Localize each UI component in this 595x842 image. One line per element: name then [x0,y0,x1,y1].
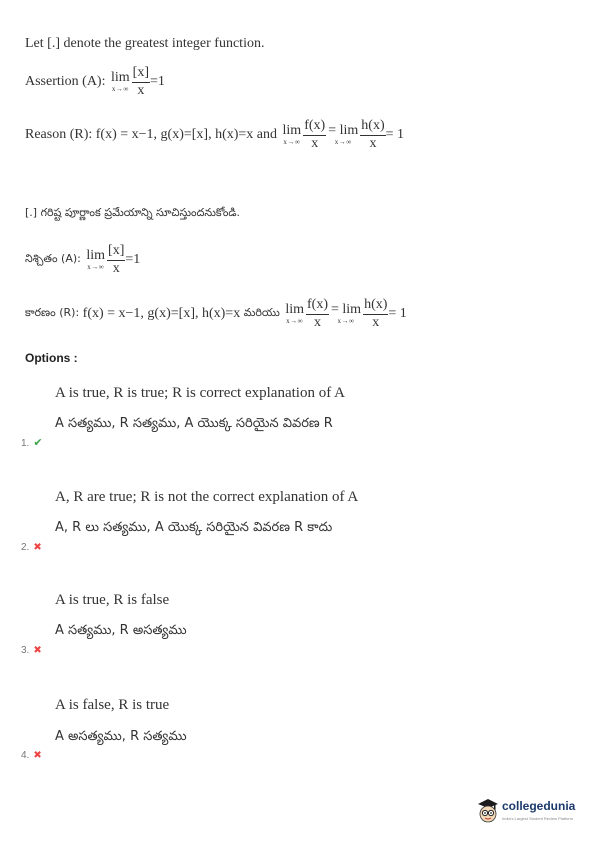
option-2-number: 2. [21,542,30,553]
fraction: $\frac{[x]}{x}$ [108,243,125,276]
reason-functions: f(x) = x−1, g(x)=[x], h(x)=x and [95,127,278,143]
collegedunia-logo[interactable] [476,796,586,830]
option-2-text-te: A, R లు సత్యము, A యొక్క సరియైన వివరణ R కాదు [55,520,333,535]
option-4-number: 4. [21,750,30,761]
reason-functions-te: f(x) = x−1, g(x)=[x], h(x)=x [82,306,241,322]
option-3-text-en: A is true, R is false [55,592,170,608]
assertion-te: నిశ్చితం (A): lim x→∞ $\frac{[x]}{x}$ =1 [25,243,141,276]
reason-te: కారణం (R): f(x) = x−1, g(x)=[x], h(x)=x మరియు lim x→∞ $\frac{f(x)}{x}$ = lim x→∞ $\frac{h(x)}{x}$ = 1 [25,297,407,330]
assertion-label-te: నిశ్చితం (A): [25,252,81,266]
option-1-text-en: A is true, R is true; R is correct explanation of A [55,385,345,401]
fraction: $\frac{f(x)}{x}$ [307,297,328,330]
cross-icon: ✖ [33,542,42,553]
option-4-marker[interactable] [21,745,42,763]
logo-wordmark: collegedunia [502,799,576,813]
limit: lim x→∞ [86,248,106,272]
limit: = lim x→∞ [328,123,359,147]
fraction: $\frac{h(x)}{x}$ [364,297,388,330]
assertion-en: Assertion (A): lim x→∞ $\frac{[x]}{x}$ =1 [25,65,165,98]
option-1-marker[interactable] [21,433,43,451]
limit: lim x→∞ [282,123,302,147]
cross-icon: ✖ [33,750,42,761]
reason-label: Reason (R): [25,127,93,143]
mascot-icon [476,796,500,826]
option-3-text-te: A సత్యము, R అసత్యము [55,623,187,638]
option-2-marker[interactable] [21,537,42,555]
reason-label-te: కారణం (R): [25,306,80,320]
option-3-number: 3. [21,645,30,656]
fraction: $\frac{f(x)}{x}$ [304,118,326,151]
fraction: $\frac{[x]}{x}$ [132,65,149,98]
question-intro-te: [.] గరిష్ట పూర్ణాంక ప్రమేయాన్ని సూచిస్తుందనుకోండి. [25,206,241,219]
option-1-number: 1. [21,438,30,449]
option-1-text-te: A సత్యము, R సత్యము, A యొక్క సరియైన వివరణ R [55,416,333,431]
option-2-text-en: A, R are true; R is not the correct explanation of A [55,489,359,505]
cross-icon: ✖ [33,645,42,656]
option-4-text-en: A is false, R is true [55,697,170,713]
fraction: $\frac{h(x)}{x}$ [361,118,385,151]
question-intro-en: Let [.] denote the greatest integer function. [25,36,265,51]
assertion-label: Assertion (A): [25,74,106,90]
option-3-marker[interactable] [21,640,42,658]
options-heading: Options : [25,351,78,365]
check-icon: ✔ [33,437,43,449]
limit: lim x→∞ [285,302,304,326]
and-te: మరియు [243,306,280,320]
limit: = lim x→∞ [331,302,362,326]
limit: lim x→∞ [111,70,130,94]
reason-en: Reason (R): f(x) = x−1, g(x)=[x], h(x)=x and lim x→∞ $\frac{f(x)}{x}$ = lim x→∞ $\frac{h(x)}{x}$ = 1 [25,118,405,151]
option-4-text-te: A అసత్యము, R సత్యము [55,729,187,744]
logo-tagline: India's Largest Student Review Platform [502,816,574,821]
